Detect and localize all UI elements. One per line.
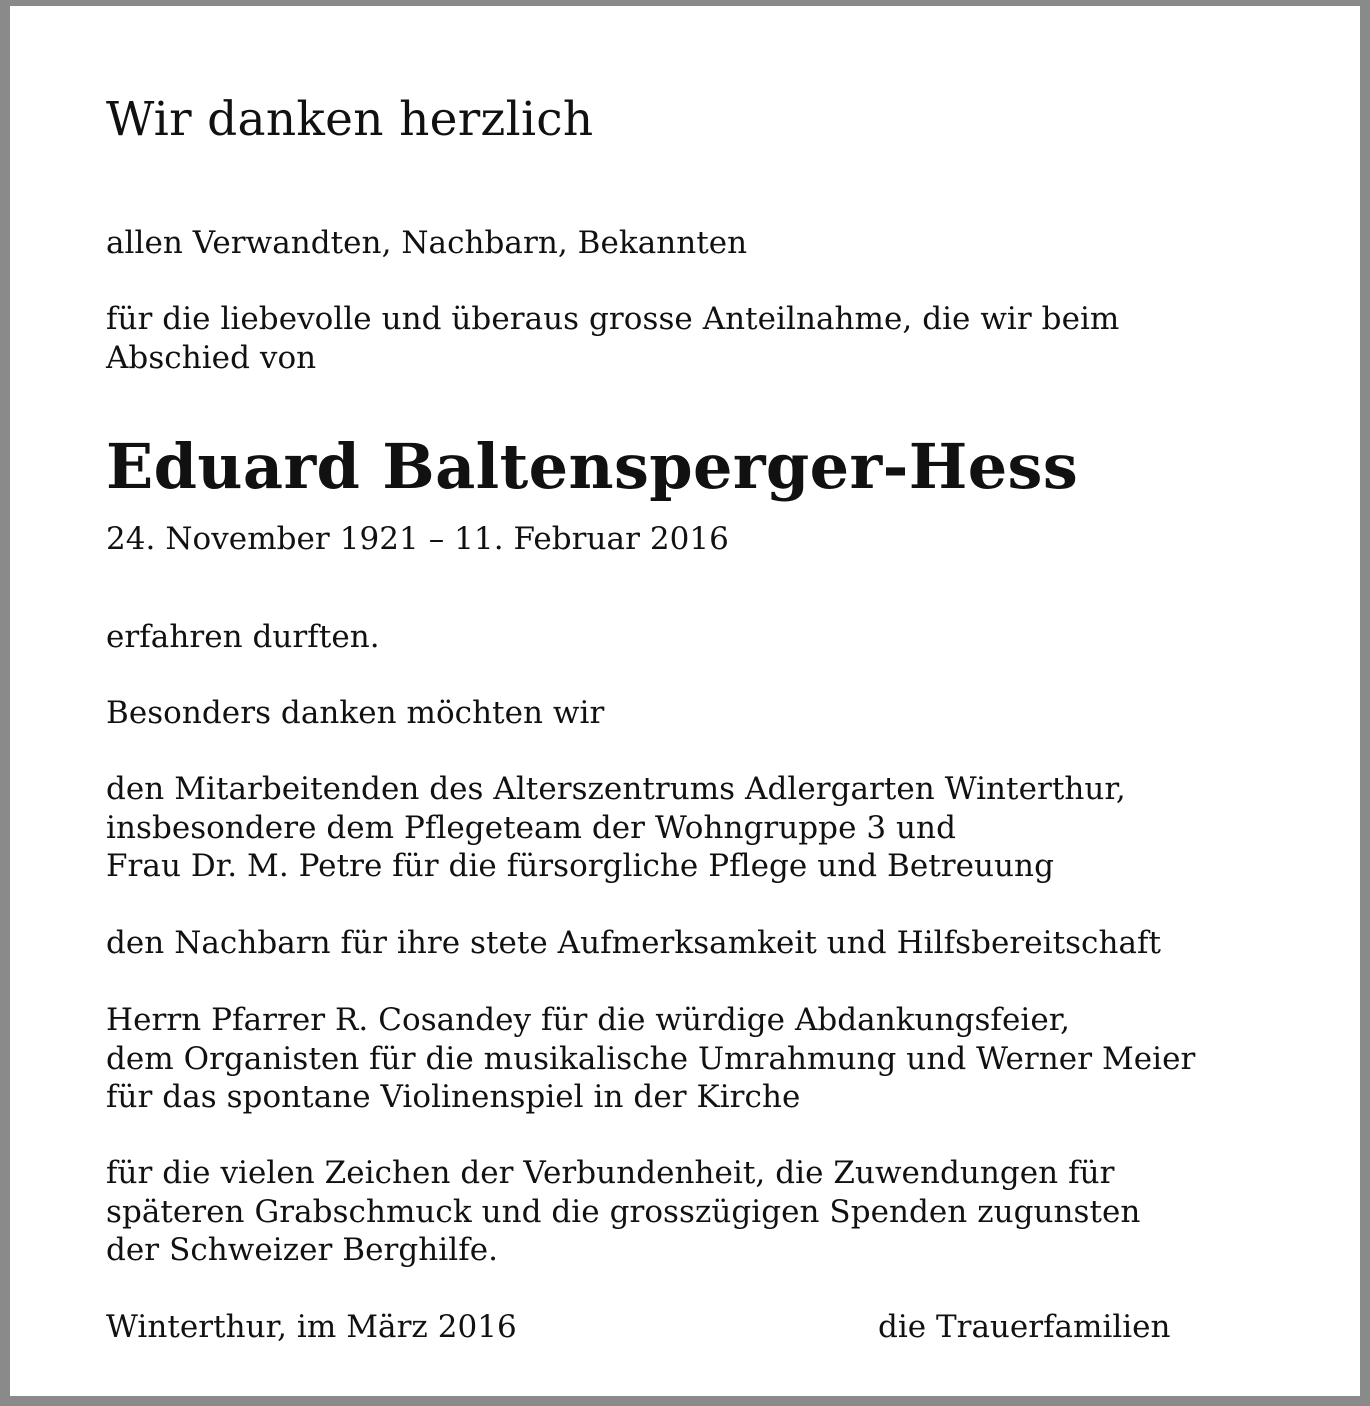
church-line: für das spontane Violinenspiel in der Kirche xyxy=(106,1079,801,1115)
signature: die Trauerfamilien xyxy=(878,1309,1171,1345)
staff-line: Frau Dr. M. Petre für die fürsorgliche Pflege und Betreuung xyxy=(106,848,1054,884)
church-paragraph xyxy=(106,1001,1195,1117)
staff-line: insbesondere dem Pflegeteam der Wohngruppe 3 und xyxy=(106,809,956,846)
staff-paragraph xyxy=(106,770,1126,886)
intro-line: Abschied von xyxy=(106,339,317,376)
deceased-name: Eduard Baltensperger-Hess xyxy=(106,430,1079,503)
place-date: Winterthur, im März 2016 xyxy=(106,1309,517,1345)
donations-paragraph xyxy=(106,1154,1140,1270)
donations-line: der Schweizer Berghilfe. xyxy=(106,1232,499,1268)
neighbors-paragraph: den Nachbarn für ihre stete Aufmerksamkeit und Hilfsbereitschaft xyxy=(106,925,1162,961)
experienced-text: erfahren durften. xyxy=(106,619,380,655)
donations-line: für die vielen Zeichen der Verbundenheit, die Zuwendungen für xyxy=(106,1155,1115,1191)
recipients-text: allen Verwandten, Nachbarn, Bekannten xyxy=(106,225,748,261)
intro-line: für die liebevolle und überaus grosse Anteilnahme, die wir beim xyxy=(106,301,1120,337)
staff-line: den Mitarbeitenden des Alterszentrums Adlergarten Winterthur, xyxy=(106,771,1126,807)
special-thanks-text: Besonders danken möchten wir xyxy=(106,695,605,731)
notice-heading: Wir danken herzlich xyxy=(106,92,594,147)
intro-paragraph xyxy=(106,300,1119,377)
donations-line: späteren Grabschmuck und die grosszügigen Spenden zugunsten xyxy=(106,1193,1141,1230)
life-dates: 24. November 1921 – 11. Februar 2016 xyxy=(106,521,729,557)
church-line: Herrn Pfarrer R. Cosandey für die würdige Abdankungsfeier, xyxy=(106,1002,1071,1038)
church-line: dem Organisten für die musikalische Umrahmung und Werner Meier xyxy=(106,1040,1196,1077)
